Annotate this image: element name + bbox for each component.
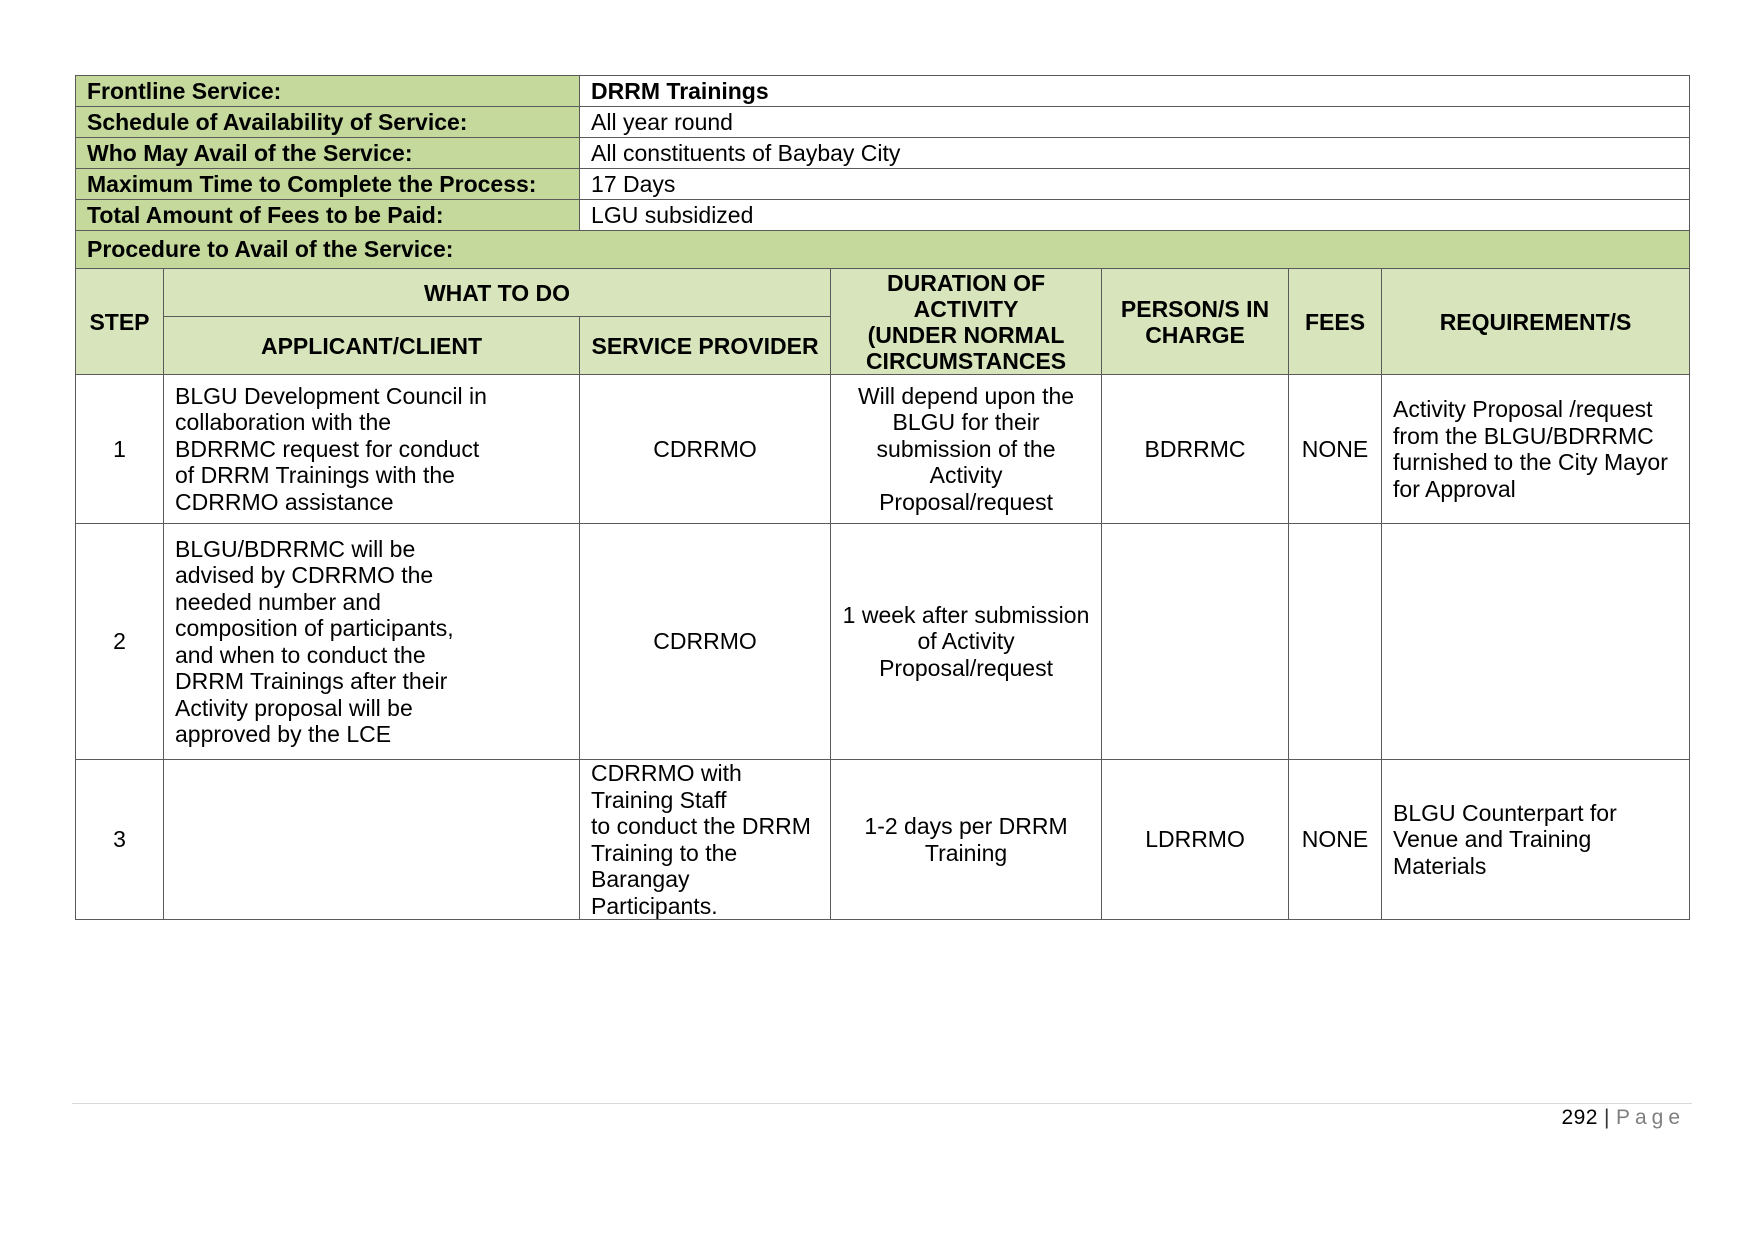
page-number-separator: | — [1603, 1106, 1610, 1129]
header-duration-line: ACTIVITY — [913, 295, 1019, 322]
cell-line: Materials — [1393, 852, 1487, 879]
cell-line: Activity proposal will be — [175, 694, 413, 721]
cell-line: CDRRMO assistance — [175, 488, 394, 515]
schedule-value: All year round — [580, 107, 1690, 138]
cell-line: of DRRM Trainings with the — [175, 462, 455, 489]
who-label: Who May Avail of the Service: — [76, 138, 580, 169]
requirements-cell — [1382, 760, 1690, 920]
header-fees: FEES — [1289, 269, 1382, 375]
fees-value: LGU subsidized — [580, 200, 1690, 231]
cell-line: Activity Proposal /request — [1393, 396, 1653, 422]
cell-line: BLGU Development Council in — [175, 382, 487, 409]
header-step: STEP — [76, 269, 164, 375]
cell-line: BLGU for their — [892, 409, 1040, 436]
info-row-frontline — [76, 76, 1690, 107]
cell-line: CDRRMO — [653, 435, 757, 462]
footer-divider — [72, 1103, 1692, 1104]
cell-line: DRRM Trainings after their — [175, 668, 448, 694]
provider-cell — [580, 524, 831, 760]
requirements-cell — [1382, 524, 1690, 760]
cell-line: BDRRMC request for conduct — [175, 435, 480, 462]
page-number-value: 292 — [1561, 1106, 1598, 1129]
cell-line: needed number and — [175, 588, 381, 615]
cell-line: 1 week after submission — [842, 601, 1090, 628]
table-row — [76, 524, 1690, 760]
header-duration-line: (UNDER NORMAL — [867, 321, 1065, 348]
cell-line: furnished to the City Mayor — [1393, 449, 1668, 475]
cell-line: Proposal/request — [879, 654, 1053, 681]
cell-line: Proposal/request — [879, 488, 1053, 515]
procedure-row — [76, 231, 1690, 269]
info-row-max-time — [76, 169, 1690, 200]
fees-cell: NONE — [1289, 375, 1382, 524]
cell-line: Activity — [929, 462, 1003, 489]
cell-line: BLGU Counterpart for — [1393, 799, 1617, 826]
cell-line: Will depend upon the — [857, 382, 1075, 409]
header-duration — [831, 269, 1102, 375]
page-number — [1561, 1106, 1685, 1130]
cell-line: from the BLGU/BDRRMC — [1393, 422, 1654, 449]
requirements-cell — [1382, 375, 1690, 524]
fees-label: Total Amount of Fees to be Paid: — [76, 200, 580, 231]
step-cell: 3 — [76, 760, 164, 920]
frontline-value: DRRM Trainings — [580, 76, 1690, 107]
cell-line: submission of the — [876, 435, 1056, 462]
table-row — [76, 375, 1690, 524]
cell-line: Participants. — [591, 892, 718, 919]
header-person — [1102, 269, 1289, 375]
max-time-value: 17 Days — [580, 169, 1690, 200]
duration-cell — [831, 375, 1102, 524]
header-provider: SERVICE PROVIDER — [580, 317, 831, 375]
fees-cell — [1289, 524, 1382, 760]
person-cell — [1102, 524, 1289, 760]
info-row-schedule — [76, 107, 1690, 138]
cell-line: Training to the Barangay — [591, 839, 738, 892]
procedure-label: Procedure to Avail of the Service: — [76, 231, 1690, 269]
cell-line: collaboration with the — [175, 409, 392, 436]
who-value: All constituents of Baybay City — [580, 138, 1690, 169]
header-duration-line: CIRCUMSTANCES — [865, 347, 1067, 374]
applicant-cell — [164, 375, 580, 524]
provider-cell — [580, 760, 831, 920]
cell-line: to conduct the DRRM — [591, 813, 811, 839]
cell-line: and when to conduct the — [175, 641, 426, 668]
cell-line: for Approval — [1393, 475, 1516, 502]
person-cell: BDRRMC — [1102, 375, 1289, 524]
cell-line: advised by CDRRMO the — [175, 562, 434, 588]
duration-cell — [831, 524, 1102, 760]
schedule-label: Schedule of Availability of Service: — [76, 107, 580, 138]
cell-line: CDRRMO — [653, 628, 757, 655]
provider-cell — [580, 375, 831, 524]
cell-line: Venue and Training — [1393, 826, 1592, 853]
cell-line: approved by the LCE — [175, 721, 392, 747]
page-word: Page — [1615, 1106, 1685, 1129]
duration-cell — [831, 760, 1102, 920]
header-row-1 — [76, 269, 1690, 317]
info-row-fees — [76, 200, 1690, 231]
cell-line: Training — [924, 839, 1008, 866]
service-table — [75, 75, 1690, 920]
header-what-to-do: WHAT TO DO — [164, 269, 831, 317]
table-row — [76, 760, 1690, 920]
cell-line: 1-2 days per DRRM — [864, 813, 1068, 839]
applicant-cell — [164, 760, 580, 920]
applicant-cell — [164, 524, 580, 760]
cell-line: of Activity — [917, 628, 1015, 655]
header-applicant: APPLICANT/CLIENT — [164, 317, 580, 375]
header-person-line: PERSON/S IN — [1120, 295, 1270, 322]
cell-line: CDRRMO with Training Staff — [591, 760, 742, 813]
cell-line: BLGU/BDRRMC will be — [175, 535, 416, 562]
step-cell: 2 — [76, 524, 164, 760]
frontline-label: Frontline Service: — [76, 76, 580, 107]
info-row-who — [76, 138, 1690, 169]
header-duration-line: DURATION OF — [887, 269, 1046, 296]
person-cell: LDRRMO — [1102, 760, 1289, 920]
cell-line: composition of participants, — [175, 615, 454, 641]
header-person-line: CHARGE — [1145, 321, 1245, 348]
step-cell: 1 — [76, 375, 164, 524]
fees-cell: NONE — [1289, 760, 1382, 920]
max-time-label: Maximum Time to Complete the Process: — [76, 169, 580, 200]
header-requirements: REQUIREMENT/S — [1382, 269, 1690, 375]
